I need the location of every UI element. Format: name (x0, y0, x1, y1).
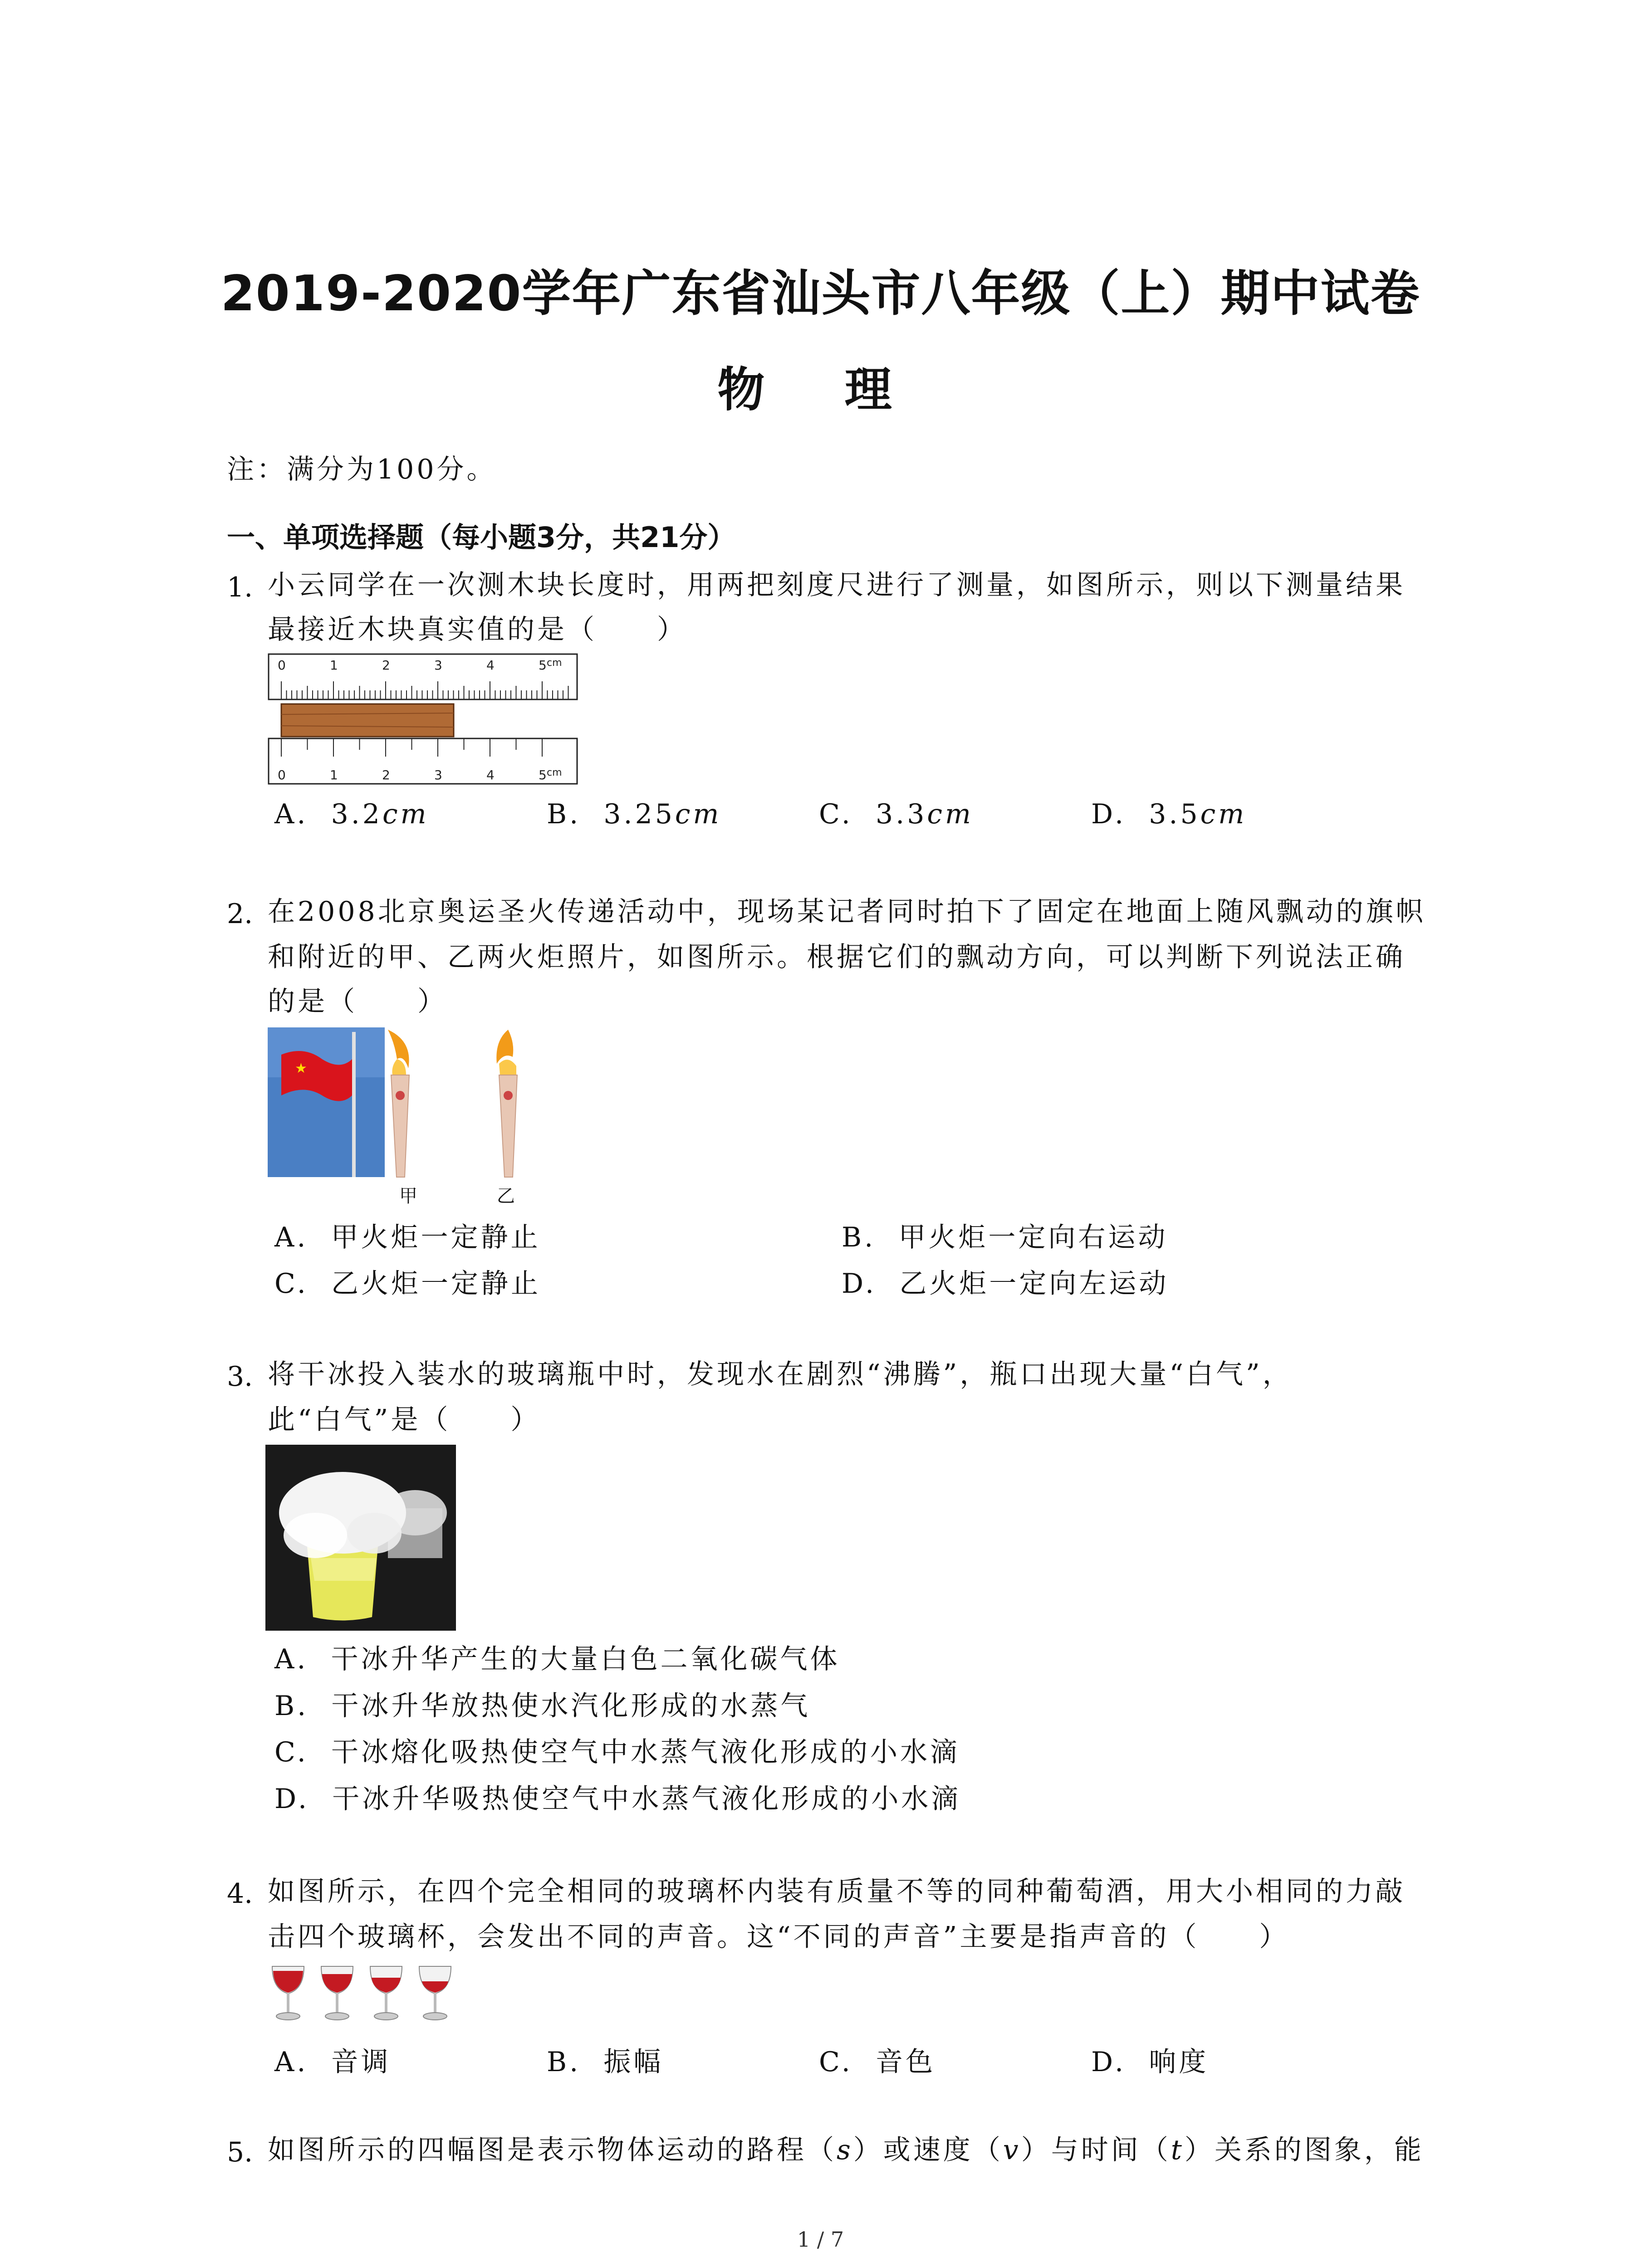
section-heading: 一、单项选择题（每小题3分，共21分） (227, 521, 736, 554)
ruler-tick-label: 2 (382, 658, 390, 673)
ruler-tick-label: 4 (486, 767, 495, 782)
subject-title: 物 理 (717, 362, 924, 417)
ruler-tick-label: 5 (539, 658, 547, 673)
q2-option-b[interactable]: B. 甲火炬一定向右运动 (842, 1222, 1168, 1253)
q1-stem-line1: 小云同学在一次测木块长度时，用两把刻度尺进行了测量，如图所示，则以下测量结果 (268, 569, 1406, 601)
q2-option-d[interactable]: D. 乙火炬一定向左运动 (842, 1268, 1169, 1300)
ruler-tick-label: 0 (278, 658, 286, 673)
page-number: 1 / 7 (797, 2227, 844, 2252)
ruler-tick-label: 4 (486, 658, 495, 673)
q3-stem-line1: 将干冰投入装水的玻璃瓶中时，发现水在剧烈“沸腾”，瓶口出现大量“白气”， (268, 1359, 1293, 1390)
dry-ice-photo (265, 1445, 456, 1631)
ruler-tick-label: 3 (434, 767, 442, 782)
top-ruler (269, 654, 577, 699)
ruler-tick-label: 0 (278, 767, 286, 782)
q5-number: 5. (227, 2136, 253, 2168)
wood-block (281, 704, 454, 737)
q2-stem-line2: 和附近的甲、乙两火炬照片，如图所示。根据它们的飘动方向，可以判断下列说法正确 (268, 941, 1406, 973)
ruler-unit-label: cm (547, 657, 562, 669)
ruler-tick-label: 3 (434, 658, 442, 673)
q5-stem-line1: 如图所示的四幅图是表示物体运动的路程（s）或速度（v）与时间（t）关系的图象，能 (268, 2134, 1424, 2166)
q4-option-d[interactable]: D. 响度 (1091, 2046, 1209, 2078)
q4-number: 4. (227, 1878, 253, 1910)
q4-stem-line1: 如图所示，在四个完全相同的玻璃杯内装有质量不等的同种葡萄酒，用大小相同的力敲 (268, 1876, 1406, 1907)
q1-option-c[interactable]: C. 3.3cm (819, 798, 974, 830)
q1-stem-line2: 最接近木块真实值的是（ ） (268, 614, 687, 645)
q3-option-c[interactable]: C. 干冰熔化吸热使空气中水蒸气液化形成的小水滴 (274, 1736, 960, 1768)
torch-label-yi: 乙 (497, 1186, 515, 1207)
ruler-tick-label: 1 (330, 767, 338, 782)
q2-option-a[interactable]: A. 甲火炬一定静止 (274, 1222, 541, 1253)
q2-stem-line3: 的是（ ） (268, 986, 447, 1017)
torch-label-jia: 甲 (399, 1186, 417, 1207)
q4-option-b[interactable]: B. 振幅 (547, 2046, 664, 2078)
wine-glass-icon (419, 1966, 451, 2020)
score-note: 注：满分为100分。 (227, 454, 497, 485)
q3-number: 3. (227, 1361, 253, 1393)
q1-option-d[interactable]: D. 3.5cm (1091, 798, 1247, 830)
wine-glass-icon (370, 1966, 402, 2020)
ruler-tick-label: 2 (382, 767, 390, 782)
wine-glasses-figure (268, 1964, 458, 2023)
ruler-unit-label: cm (547, 767, 562, 778)
bottom-ruler (269, 738, 577, 784)
q2-option-c[interactable]: C. 乙火炬一定静止 (274, 1268, 541, 1300)
q4-stem-line2: 击四个玻璃杯，会发出不同的声音。这“不同的声音”主要是指声音的（ ） (268, 1921, 1289, 1953)
q2-stem-line1: 在2008北京奥运圣火传递活动中，现场某记者同时拍下了固定在地面上随风飘动的旗帜 (268, 896, 1426, 928)
q3-option-a[interactable]: A. 干冰升华产生的大量白色二氧化碳气体 (274, 1643, 840, 1675)
svg-text:★: ★ (295, 1061, 307, 1076)
ruler-tick-label: 5 (539, 767, 547, 782)
q4-option-c[interactable]: C. 音色 (819, 2046, 936, 2078)
q4-option-a[interactable]: A. 音调 (274, 2046, 391, 2078)
exam-title: 2019-2020学年广东省汕头市八年级（上）期中试卷 (220, 265, 1421, 322)
torch-yi-icon (496, 1030, 517, 1177)
q1-number: 1. (227, 572, 253, 603)
q3-option-d[interactable]: D. 干冰升华吸热使空气中水蒸气液化形成的小水滴 (274, 1783, 961, 1815)
q2-number: 2. (227, 898, 253, 930)
q1-option-b[interactable]: B. 3.25cm (547, 798, 722, 830)
ruler-figure (268, 653, 585, 789)
wine-glass-icon (321, 1966, 353, 2020)
q3-option-b[interactable]: B. 干冰升华放热使水汽化形成的水蒸气 (274, 1690, 811, 1722)
q1-option-a[interactable]: A. 3.2cm (274, 798, 429, 830)
wine-glass-icon (272, 1966, 304, 2020)
q3-stem-line2: 此“白气”是（ ） (268, 1404, 541, 1436)
torch-jia-icon (388, 1030, 409, 1177)
ruler-tick-label: 1 (330, 658, 338, 673)
